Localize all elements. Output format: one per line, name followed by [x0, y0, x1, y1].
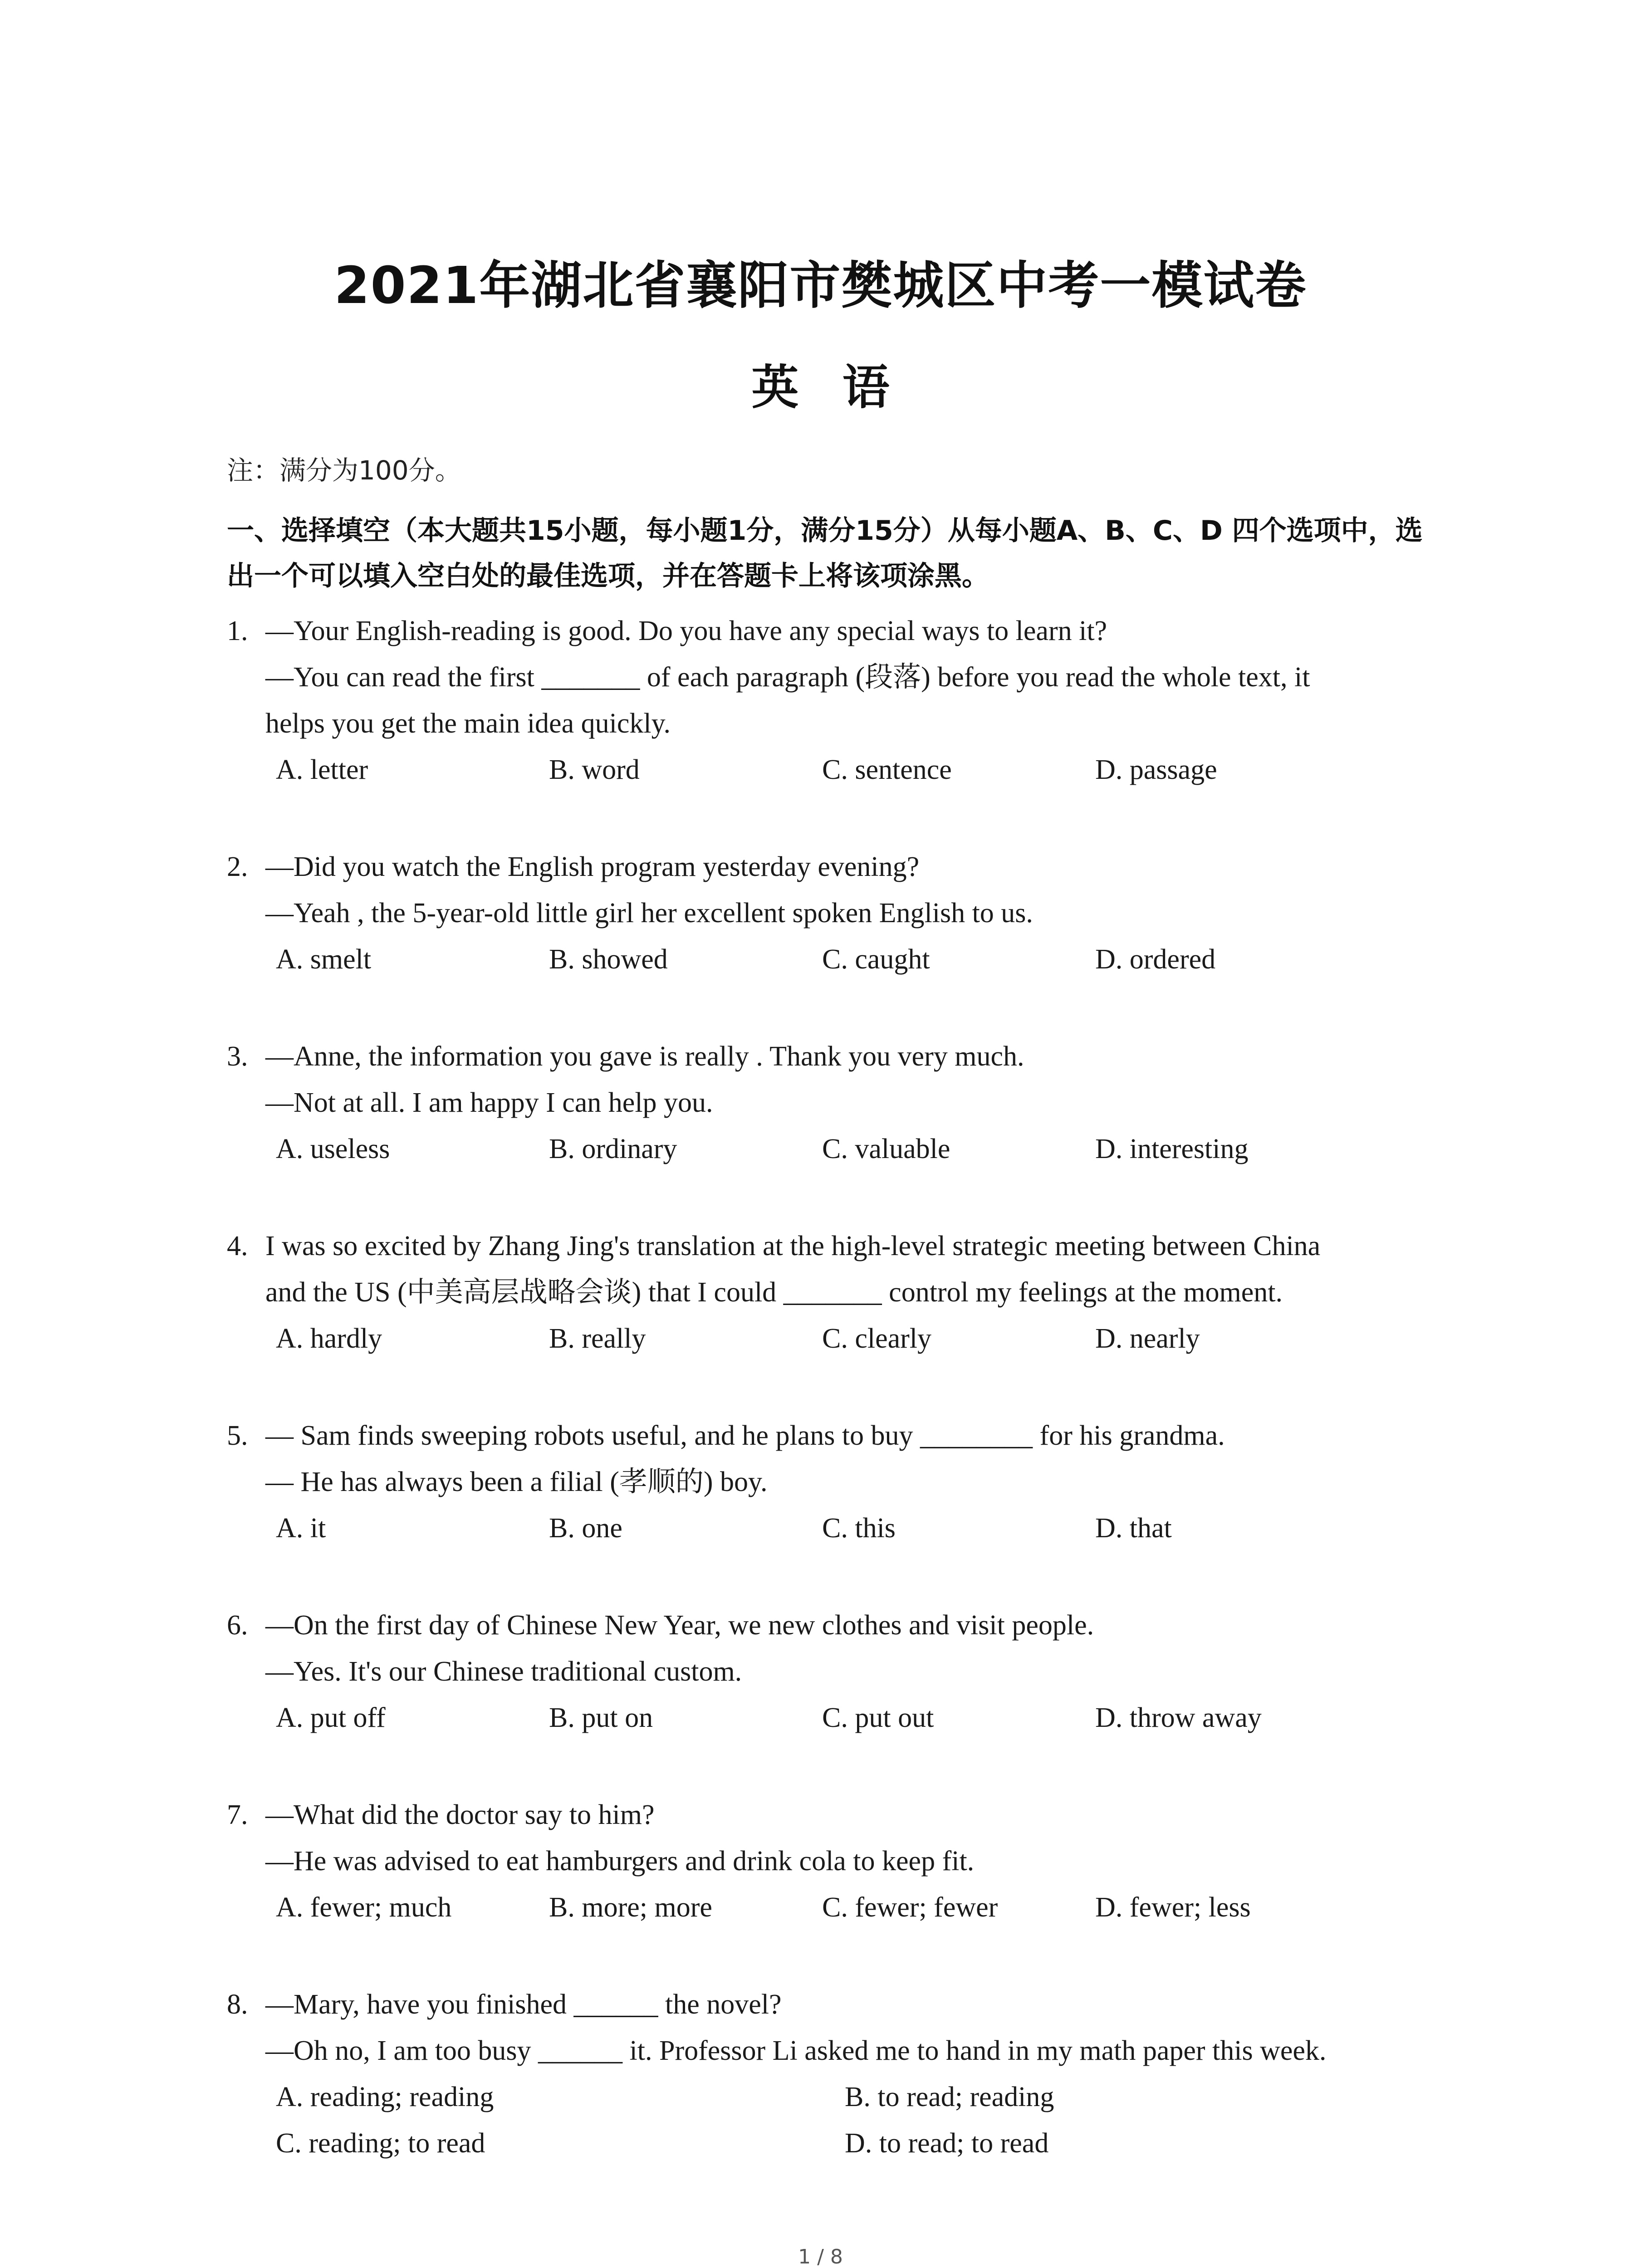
option-c: C. this	[822, 1513, 896, 1544]
option-b: B. ordinary	[549, 1134, 677, 1164]
question-number: 3.	[227, 1041, 248, 1072]
options-row	[227, 1695, 1434, 1741]
question-line: I was so excited by Zhang Jing's translation at the high-level strategic meeting between China	[265, 1231, 1321, 1261]
question-1	[227, 608, 1434, 793]
option-b: B. word	[549, 754, 640, 785]
section-instructions: 一、选择填空（本大题共15小题，每小题1分，满分15分）从每小题A、B、C、D 四个选项中，选出一个可以填入空白处的最佳选项，并在答题卡上将该项涂黑。	[227, 515, 1423, 592]
question-list	[227, 608, 1434, 2217]
option-b: B. one	[549, 1513, 622, 1544]
question-line: —Anne, the information you gave is really . Thank you very much.	[265, 1041, 1024, 1072]
options-row	[227, 1505, 1434, 1551]
option-a: A. letter	[276, 754, 368, 785]
score-note: 注：满分为100分。	[227, 455, 461, 486]
option-b: B. put on	[549, 1702, 653, 1733]
option-d: D. nearly	[1095, 1323, 1200, 1354]
option-a: A. smelt	[276, 944, 372, 975]
option-a: A. reading; reading	[276, 2082, 494, 2112]
question-number: 4.	[227, 1231, 248, 1261]
question-line: —You can read the first _______ of each paragraph (段落) before you read the whole text, it	[265, 662, 1310, 693]
question-line: —What did the doctor say to him?	[265, 1799, 655, 1830]
options-row	[227, 747, 1434, 793]
question-5	[227, 1413, 1434, 1551]
option-c: C. clearly	[822, 1323, 932, 1354]
question-line: —Not at all. I am happy I can help you.	[265, 1087, 713, 1118]
options-row	[227, 936, 1434, 982]
page-number: 1 / 8	[798, 2245, 843, 2268]
option-c: C. put out	[822, 1702, 934, 1733]
option-b: B. to read; reading	[845, 2082, 1054, 2112]
question-line: —He was advised to eat hamburgers and drink cola to keep fit.	[265, 1846, 975, 1877]
subject-title: 英 语	[751, 360, 890, 415]
question-line: —Mary, have you finished ______ the novel?	[265, 1989, 782, 2020]
question-number: 1.	[227, 616, 248, 646]
option-d: D. interesting	[1095, 1134, 1249, 1164]
question-8	[227, 1981, 1434, 2166]
question-line: — Sam finds sweeping robots useful, and he plans to buy ________ for his grandma.	[265, 1420, 1225, 1451]
options-row	[227, 1884, 1434, 1931]
question-line: — He has always been a filial (孝顺的) boy.	[265, 1466, 768, 1497]
question-6	[227, 1602, 1434, 1741]
question-line: —Your English-reading is good. Do you have any special ways to learn it?	[265, 616, 1107, 646]
option-d: D. ordered	[1095, 944, 1216, 975]
option-c: C. caught	[822, 944, 930, 975]
question-line: —Oh no, I am too busy ______ it. Professor Li asked me to hand in my math paper this week.	[265, 2035, 1327, 2066]
question-7	[227, 1792, 1434, 1931]
question-number: 6.	[227, 1610, 248, 1641]
option-a: A. hardly	[276, 1323, 382, 1354]
question-3	[227, 1033, 1434, 1172]
question-number: 8.	[227, 1989, 248, 2020]
option-c: C. reading; to read	[276, 2128, 485, 2159]
question-line: —Yes. It's our Chinese traditional custom.	[265, 1656, 742, 1687]
option-a: A. put off	[276, 1702, 386, 1733]
options-row	[227, 2120, 1434, 2166]
question-4	[227, 1223, 1434, 1362]
option-c: C. fewer; fewer	[822, 1892, 998, 1923]
option-d: D. that	[1095, 1513, 1172, 1544]
option-d: D. to read; to read	[845, 2128, 1049, 2159]
option-d: D. passage	[1095, 754, 1217, 785]
option-d: D. throw away	[1095, 1702, 1262, 1733]
options-row	[227, 2074, 1434, 2120]
question-line: helps you get the main idea quickly.	[265, 708, 671, 739]
question-line: —Did you watch the English program yesterday evening?	[265, 851, 920, 882]
question-number: 2.	[227, 851, 248, 882]
option-c: C. sentence	[822, 754, 952, 785]
option-d: D. fewer; less	[1095, 1892, 1251, 1923]
option-b: B. showed	[549, 944, 668, 975]
question-line: and the US (中美高层战略会谈) that I could _______ control my feelings at the moment.	[265, 1277, 1283, 1308]
question-line: —Yeah , the 5-year-old little girl her excellent spoken English to us.	[265, 898, 1033, 929]
exam-title: 2021年湖北省襄阳市樊城区中考一模试卷	[334, 256, 1307, 315]
question-number: 5.	[227, 1420, 248, 1451]
option-b: B. more; more	[549, 1892, 712, 1923]
question-line: —On the first day of Chinese New Year, we new clothes and visit people.	[265, 1610, 1094, 1641]
option-a: A. fewer; much	[276, 1892, 452, 1923]
question-2	[227, 844, 1434, 982]
question-number: 7.	[227, 1799, 248, 1830]
option-c: C. valuable	[822, 1134, 950, 1164]
option-b: B. really	[549, 1323, 646, 1354]
options-row	[227, 1315, 1434, 1362]
option-a: A. it	[276, 1513, 326, 1544]
options-row	[227, 1126, 1434, 1172]
option-a: A. useless	[276, 1134, 390, 1164]
